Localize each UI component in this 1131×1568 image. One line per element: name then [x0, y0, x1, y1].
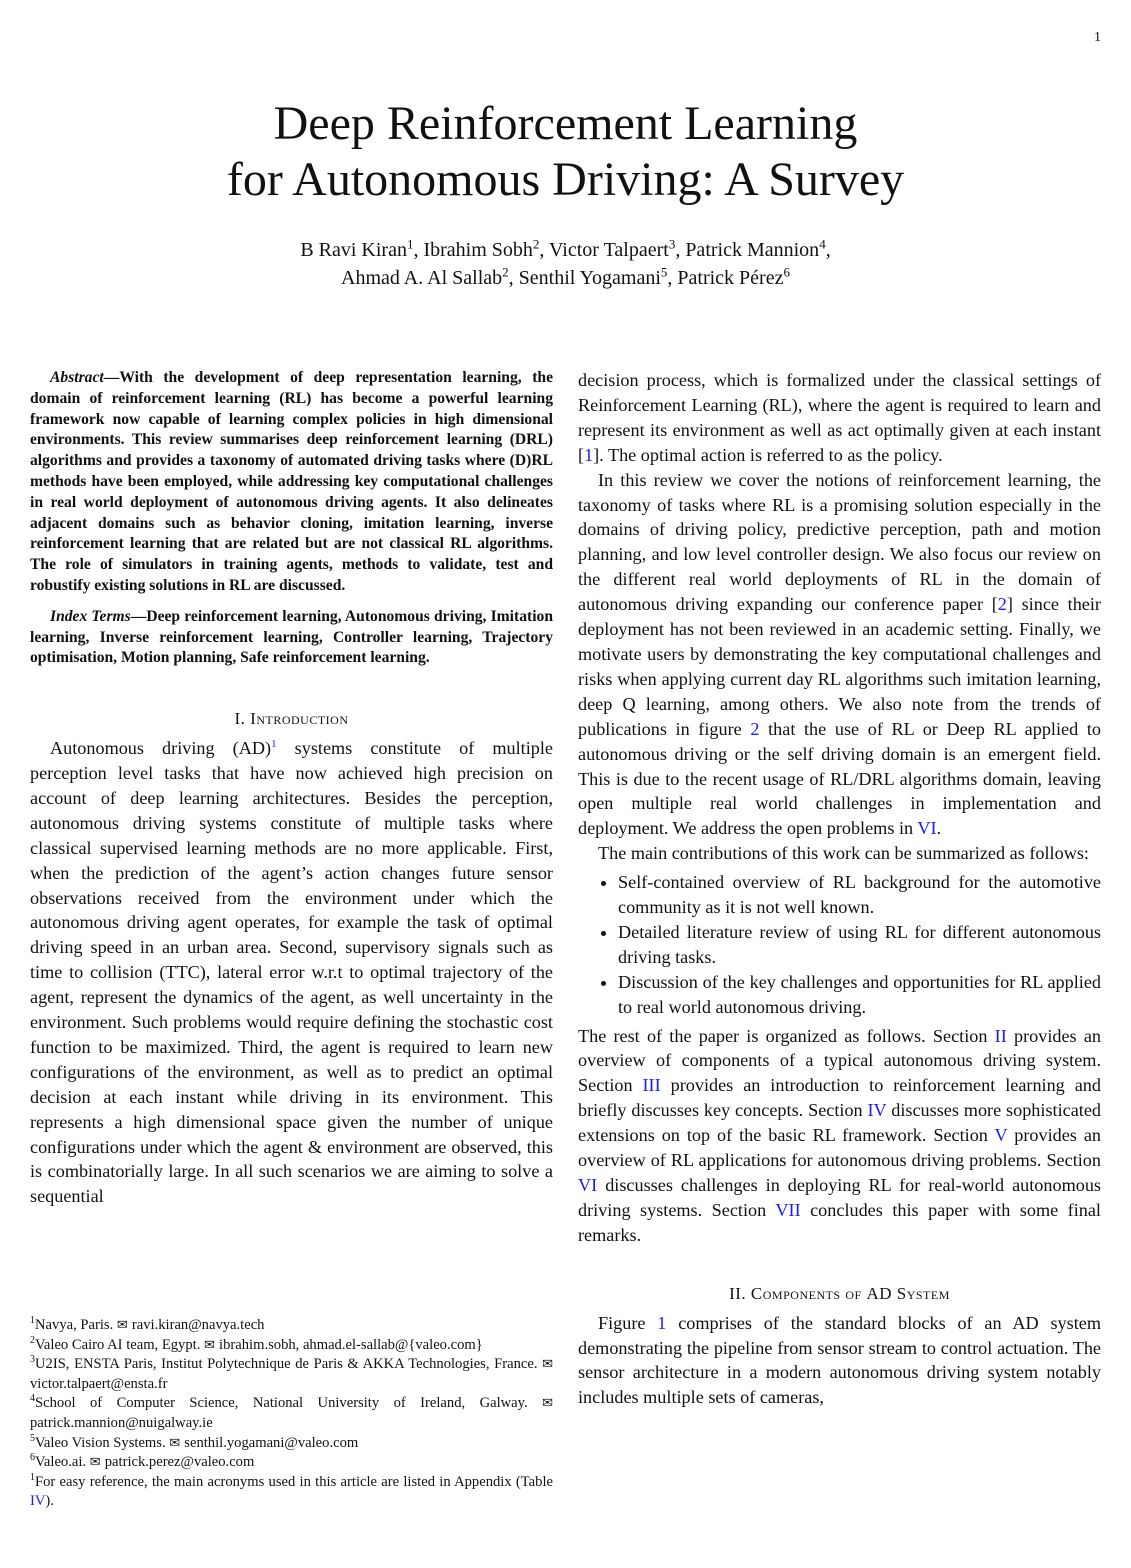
- abstract-text: —With the development of deep representation learning, the domain of reinforcement learning (RL) has become a powerful learning framework now capable of learning complex policies in high dimensional environments. This review summarises deep reinforcement learning (DRL) algorithms and provides a taxonomy of automated driving tasks where (D)RL methods have been employed, while addressing key computational challenges in real world deployment of autonomous driving agents. It also delineates adjacent domains such as behavior cloning, imitation learning, inverse reinforcement learning that are related but are not classical RL algorithms. The role of simulators in training agents, methods to validate, test and robustify existing solutions in RL are discussed.: [30, 369, 553, 594]
- author-affiliation: 2: [532, 236, 540, 252]
- figure-link[interactable]: 1: [657, 1312, 667, 1333]
- envelope-icon: ✉: [542, 1357, 553, 1373]
- footnote-acronyms: $^1$For easy reference, the main acronyms used in this article are listed in Appendix (Table IV).: [30, 1471, 553, 1510]
- author-affiliation: 6: [783, 264, 790, 280]
- page-number: 1: [1094, 30, 1101, 45]
- author-name: Ibrahim Sobh: [423, 239, 533, 261]
- figure-link[interactable]: 2: [750, 718, 760, 739]
- author-separator: ,: [508, 267, 519, 289]
- intro-paragraph-1-continued: decision process, which is formalized under the classical settings of Reinforcement Learning (RL), where the agent is required to learn and represent its environment as well as act optimally given at each instant [1]. The optimal action is referred to as the policy.: [578, 370, 1101, 465]
- right-column: [578, 368, 1101, 1410]
- title-line-2: for Autonomous Driving: A Survey: [226, 153, 905, 206]
- intro-paragraph-1: Autonomous driving (AD)$^1$ systems constitute of multiple perception level tasks that have now achieved high precision on account of deep learning architectures. Besides the perception, autonomous driving systems constitute of multiple tasks where classical supervised learning methods are no more applicable. First, when the prediction of the agent’s action changes future sensor observations received from the environment under which the autonomous driving agent operates, for example the task of optimal driving speed in an urban area. Second, supervisory signals such as time to collision (TTC), lateral error w.r.t to optimal trajectory of the agent, represent the dynamics of the agent, as well uncertainty in the environment. Such problems would require defining the stochastic cost function to be maximized. Third, the agent is required to learn new configurations of the environment, as well as to predict an optimal decision at each instant while driving in its environment. This represents a high dimensional space given the number of unique configurations under which the agent & environment are observed, this is combinatorially large. In all such scenarios we are aiming to solve a sequential: [30, 738, 553, 1207]
- section-link[interactable]: VI: [578, 1175, 598, 1195]
- intro-paragraph-3: The main contributions of this work can be summarized as follows:: [598, 843, 1089, 864]
- citation-link[interactable]: 2: [997, 594, 1007, 615]
- envelope-icon: ✉: [89, 1455, 105, 1471]
- section-link[interactable]: II: [994, 1025, 1007, 1046]
- author-name: Patrick Pérez: [677, 267, 784, 289]
- author-affiliation: 1: [406, 236, 414, 252]
- index-terms-text: —Deep reinforcement learning, Autonomous driving, Imitation learning, Inverse reinforcement learning, Controller learning, Trajectory optimisation, Motion planning, Safe reinforcement learning.: [30, 607, 553, 667]
- author-affiliation: 2: [502, 264, 509, 280]
- author-separator: ,: [667, 267, 678, 289]
- email-address: senthil.yogamani@valeo.com: [184, 1434, 359, 1451]
- footnote-affiliation: $^5$Valeo Vision Systems. ✉ senthil.yogamani@valeo.com: [30, 1432, 359, 1451]
- author-affiliation: 3: [668, 236, 676, 252]
- footnote-affiliation: $^1$Navya, Paris. ✉ ravi.kiran@navya.tech: [30, 1315, 265, 1333]
- email-address: victor.talpaert@ensta.fr: [30, 1375, 168, 1392]
- footnote-affiliation: $^3$U2IS, ENSTA Paris, Institut Polytechnique de Paris & AKKA Technologies, France. ✉ victor.talpaert@ensta.fr: [30, 1354, 553, 1392]
- section-link[interactable]: V: [994, 1125, 1008, 1146]
- footnote-affiliation: $^4$School of Computer Science, National University of Ireland, Galway. ✉ patrick.mannion@nuigalway.ie: [30, 1393, 553, 1431]
- section-heading-introduction: I. Introduction: [234, 709, 349, 729]
- footnote-link[interactable]: 1: [271, 738, 277, 750]
- email-address: patrick.mannion@nuigalway.ie: [30, 1414, 213, 1431]
- table-link[interactable]: IV: [30, 1493, 46, 1510]
- email-address: patrick.perez@valeo.com: [104, 1454, 255, 1471]
- author-separator: ,: [539, 239, 550, 261]
- paper-title: [0, 96, 1131, 208]
- left-column: [30, 368, 553, 1209]
- intro-paragraph-4: The rest of the paper is organized as follows. Section II provides an overview of components of a typical autonomous driving system. Section III provides an introduction to reinforcement learning and briefly discusses key concepts. Section IV discusses more sophisticated extensions on top of the basic RL framework. Section V provides an overview of RL applications for autonomous driving problems. Section VI discusses challenges in deploying RL for real-world autonomous driving systems. Section VII concludes this paper with some final remarks.: [578, 1025, 1101, 1245]
- footnote-affiliation: $^2$Valeo Cairo AI team, Egypt. ✉ ibrahim.sobh, ahmad.el-sallab@{valeo.com}: [30, 1334, 483, 1353]
- email-address: ravi.kiran@navya.tech: [131, 1317, 265, 1333]
- author-affiliation: 4: [819, 236, 826, 252]
- envelope-icon: ✉: [204, 1337, 220, 1353]
- section-heading-components: II. Components of AD System: [729, 1283, 950, 1303]
- list-item: • Discussion of the key challenges and opportunities for RL applied to real world autonomous driving.: [618, 970, 1101, 1020]
- index-terms: [30, 607, 553, 669]
- envelope-icon: ✉: [116, 1318, 132, 1333]
- list-item: • Self-contained overview of RL background for the automotive community as it is not well known.: [618, 870, 1101, 920]
- title-line-1: Deep Reinforcement Learning: [273, 97, 858, 150]
- author-name: Senthil Yogamani: [518, 267, 661, 289]
- author-affiliation: 5: [660, 264, 668, 280]
- section2-paragraph-1: Figure 1 comprises of the standard blocks of an AD system demonstrating the pipeline from sensor stream to control actuation. The sensor architecture in a modern autonomous driving system notably includes multiple sets of cameras,: [578, 1312, 1101, 1408]
- author-name: Patrick Mannion: [685, 239, 820, 261]
- section-link[interactable]: VI: [917, 818, 937, 839]
- section-link[interactable]: III: [642, 1075, 661, 1096]
- author-name: B Ravi Kiran: [300, 239, 407, 261]
- contributions-list: [578, 870, 1101, 1019]
- author-list: [0, 236, 1131, 292]
- author-name: Ahmad A. Al Sallab: [341, 267, 503, 289]
- author-name: Victor Talpaert: [549, 239, 669, 261]
- author-line-2: [0, 264, 1131, 292]
- section-link[interactable]: IV: [867, 1100, 887, 1121]
- author-separator: ,: [675, 239, 686, 261]
- author-separator: ,: [413, 239, 424, 261]
- envelope-icon: ✉: [169, 1435, 185, 1451]
- footnote-affiliation: $^6$Valeo.ai. ✉ patrick.perez@valeo.com: [30, 1452, 255, 1471]
- author-separator: ,: [825, 239, 831, 261]
- abstract-label: Abstract: [50, 369, 104, 386]
- section-link[interactable]: VII: [775, 1199, 801, 1220]
- email-address: ibrahim.sobh, ahmad.el-sallab@{valeo.com}: [219, 1336, 483, 1353]
- abstract: [30, 368, 553, 597]
- list-item: • Detailed literature review of using RL for different autonomous driving tasks.: [618, 920, 1101, 970]
- intro-paragraph-2: In this review we cover the notions of reinforcement learning, the taxonomy of tasks where RL is a promising solution especially in the domains of driving policy, predictive perception, path and motion planning, and low level controller design. We also focus our review on the different real world deployments of RL in the domain of autonomous driving expanding our conference paper [2] since their deployment has not been reviewed in an academic setting. Finally, we motivate users by demonstrating the key computational challenges and risks when applying current day RL algorithms such imitation learning, deep Q learning, among others. We also note from the trends of publications in figure 2 that the use of RL or Deep RL applied to autonomous driving or the self driving domain is an emergent field. This is due to the recent usage of RL/DRL algorithms domain, leaving open multiple real world challenges in implementation and deployment. We address the open problems in VI.: [578, 469, 1101, 839]
- envelope-icon: ✉: [542, 1396, 553, 1412]
- footnotes: [30, 1316, 553, 1512]
- index-terms-label: Index Terms: [50, 607, 131, 625]
- author-line-1: [0, 236, 1131, 264]
- citation-link[interactable]: 1: [584, 444, 594, 465]
